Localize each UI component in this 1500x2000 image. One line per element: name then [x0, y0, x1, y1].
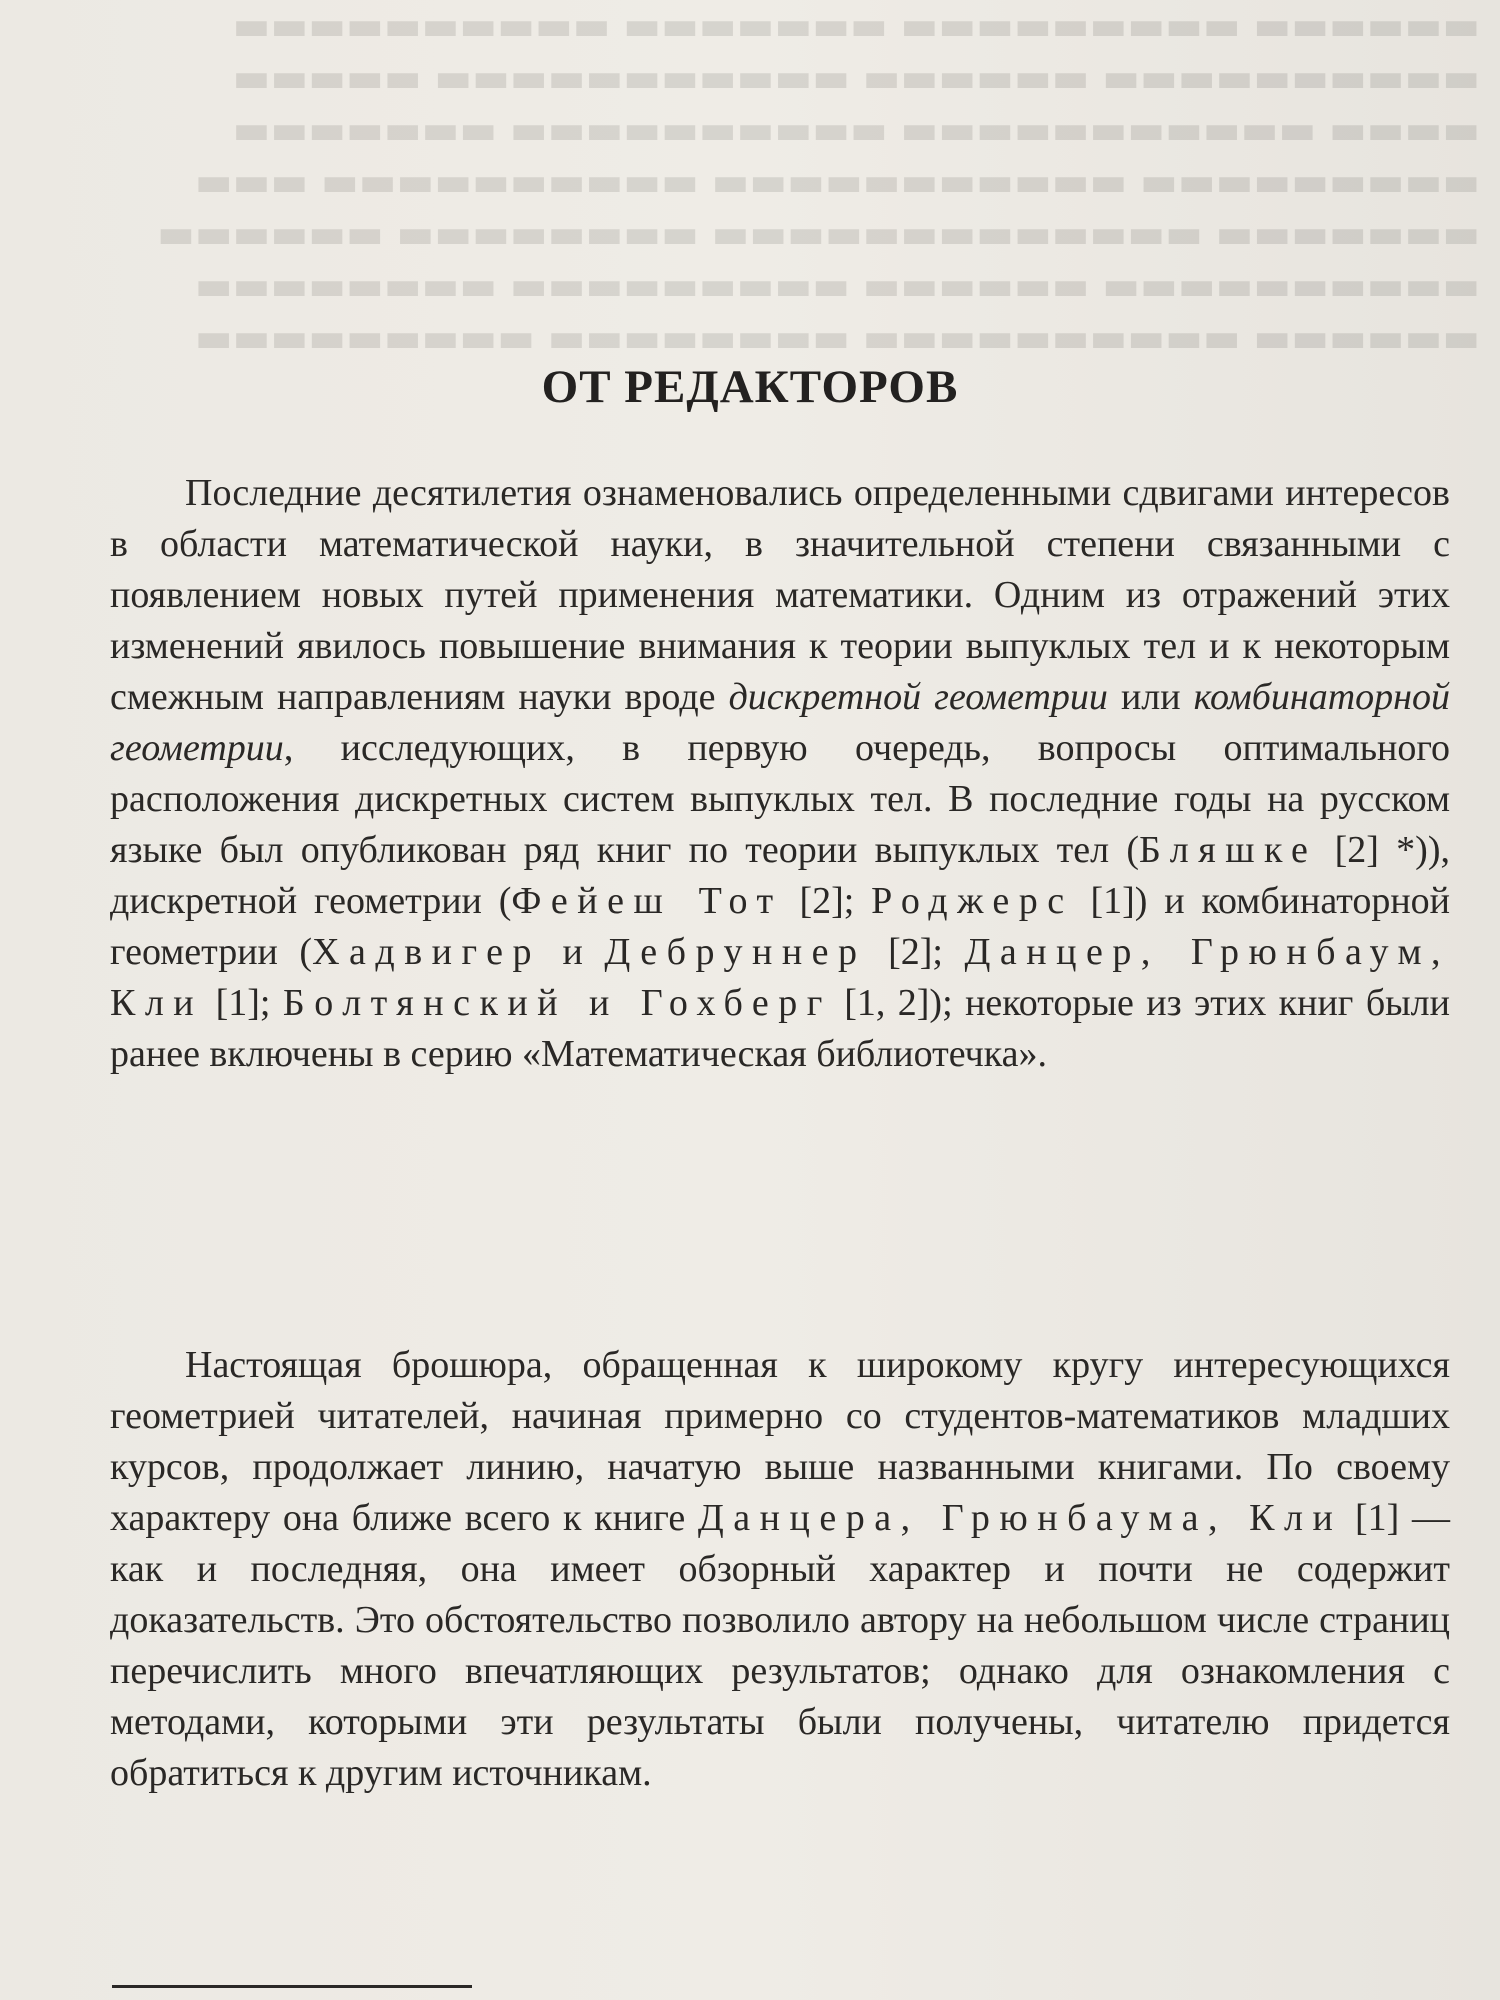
emphasis-term: комбинаторной геометрии: [110, 676, 1451, 769]
paragraph-1: [110, 468, 1450, 1080]
text-run: [2];: [866, 931, 965, 973]
text-run: [2] *)), дискретной геометрии (: [110, 829, 1450, 922]
text-run: [1]) и комбинаторной геометрии (: [110, 880, 1450, 973]
author-name: Роджерс: [871, 880, 1074, 922]
bleed-through-texture: ▬▬▬▬▬▬ ▬▬▬▬▬▬▬▬▬ ▬▬▬▬▬▬▬ ▬▬▬▬▬▬▬▬▬▬ ▬▬▬▬▬▬▬▬▬▬ ▬▬▬▬▬▬ ▬▬▬▬▬▬▬▬▬▬▬ ▬▬▬▬▬ ▬▬▬▬ ▬▬▬▬▬▬▬▬▬▬▬ ▬▬▬▬▬▬▬▬▬▬ ▬▬▬▬▬▬▬ ▬▬▬▬▬▬▬▬▬ ▬▬▬▬▬▬▬▬▬▬▬ ▬▬▬▬▬▬▬▬▬▬ ▬▬▬ ▬▬▬▬▬▬▬ ▬▬▬▬▬▬▬▬▬▬▬▬▬ ▬▬▬▬▬▬▬▬ ▬▬▬▬▬▬ ▬▬▬▬▬▬▬▬▬▬ ▬▬▬▬▬▬ ▬▬▬▬▬▬▬▬▬ ▬▬▬▬▬▬▬▬ ▬▬▬▬▬▬ ▬▬▬▬▬▬▬▬▬▬ ▬▬▬▬▬▬▬▬ ▬▬▬▬▬▬▬▬▬: [156, 3, 1480, 360]
text-run: Последние десятилетия ознаменовались определенными сдвигами интересов в области математической науки, в значительной степени связанными с появлением новых путей применения математики. Одним из отражений этих изменений явилось повышение внимания к теории выпуклых тел и к некоторым смежным направлениям науки вроде: [110, 472, 1450, 718]
text-run: [2];: [782, 880, 872, 922]
footnote-divider: [112, 1985, 472, 1988]
author-name: Данцер, Грюнбаум, Кли: [110, 931, 1450, 1024]
text-run: [1, 2]); некоторые из этих книг были ранее включены в серию «Математическая библиотечка».: [110, 982, 1450, 1075]
emphasis-term: дискретной геометрии: [728, 676, 1108, 718]
text-run: и: [540, 931, 605, 973]
author-name: Болтянский и Гохберг: [282, 982, 832, 1024]
text-run: или: [1107, 676, 1194, 718]
author-name: Хадвигер: [312, 931, 541, 973]
author-name: Дебруннер: [604, 931, 867, 973]
author-name: Данцера, Грюнбаума, Кли: [697, 1497, 1343, 1539]
author-name: Бляшке: [1138, 829, 1318, 871]
text-run: [1] — как и последняя, она имеет обзорный характер и почти не содержит доказательств. Это обстоятельство позволило автору на небольшом числе страниц перечислить много впечатляющих результатов; однако для ознакомления с методами, которыми эти результаты были получены, читателю придется обратиться к другим источникам.: [110, 1497, 1451, 1794]
text-run: , исследующих, в первую очередь, вопросы оптимального расположения дискретных систем выпуклых тел. В последние годы на русском языке был опубликован ряд книг по теории выпуклых тел (: [110, 727, 1450, 871]
page-title: ОТ РЕДАКТОРОВ: [541, 361, 959, 413]
paragraph-2: [110, 1340, 1450, 1799]
text-run: Настоящая брошюра, обращенная к широкому кругу интересующихся геометрией читателей, начиная примерно со студентов-математиков младших курсов, продолжает линию, начатую выше названными книгами. По своему характеру она ближе всего к книге: [110, 1344, 1450, 1539]
text-run: [1];: [203, 982, 283, 1024]
author-name: Фейеш Тот: [511, 880, 783, 922]
